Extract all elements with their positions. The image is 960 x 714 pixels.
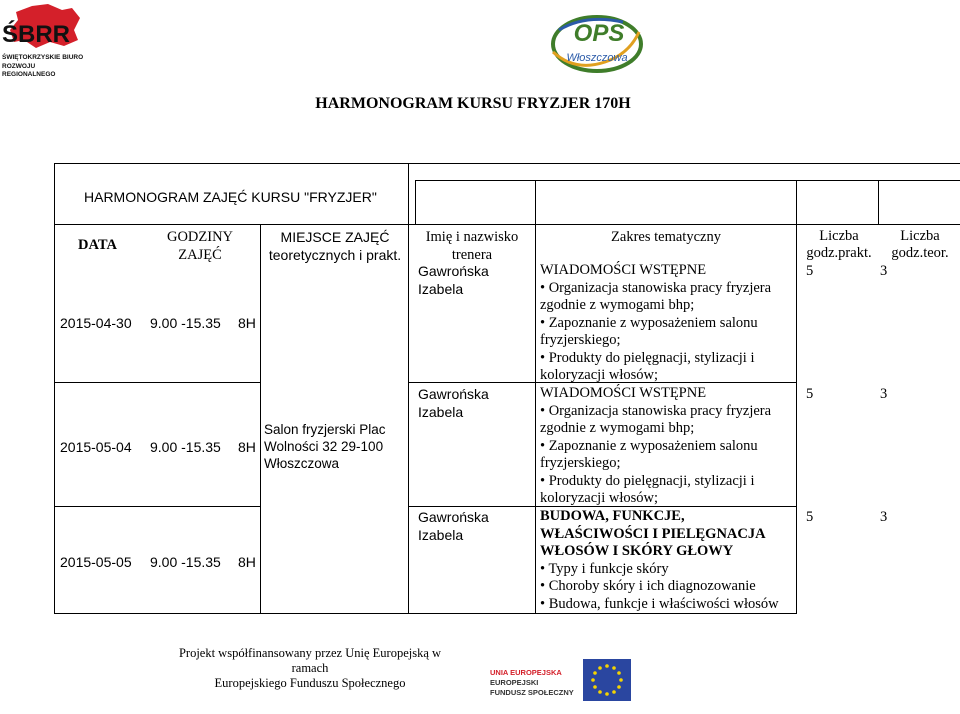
header-date: DATA [78, 237, 117, 253]
row-hours: 8H [238, 554, 256, 570]
topic-line: • Choroby skóry i ich diagnozowanie [540, 578, 756, 594]
trainer-line2: Izabela [418, 527, 464, 543]
sbrr-acronym: ŚBRR [2, 21, 71, 48]
row-date: 2015-05-04 [60, 439, 132, 455]
trainer-line1: Gawrońska [418, 386, 489, 402]
header-prakt-line2: godz.prakt. [806, 245, 872, 261]
topic-line: WIADOMOŚCI WSTĘPNE [540, 385, 707, 401]
eu-logo-text [490, 668, 582, 698]
sbrr-logo [2, 2, 88, 80]
header-prakt-line1: Liczba [819, 228, 859, 244]
topic-line: koloryzacji włosów; [540, 367, 658, 383]
trainer-line2: Izabela [418, 404, 464, 420]
topic-line: • Budowa, funkcje i właściwości włosów [540, 595, 779, 612]
place-line3: Włoszczowa [264, 456, 340, 471]
topic-line: • Produkty do pielęgnacji, stylizacji i [540, 349, 755, 366]
header-prakt [798, 228, 880, 262]
row-trainer [418, 508, 530, 544]
row-time: 9.00 -15.35 [150, 554, 221, 570]
row-teor: 3 [880, 263, 888, 279]
topic-line: zgodnie z wymogami bhp; [540, 420, 695, 436]
header-hours-line1: GODZINY [166, 229, 234, 245]
topic-line: WŁAŚCIWOŚCI I PIELĘGNACJA [540, 525, 766, 542]
sbrr-name-line1: ŚWIĘTOKRZYSKIE BIURO [2, 54, 84, 61]
topic-line: fryzjerskiego; [540, 455, 621, 471]
footer-line1: Projekt współfinansowany przez Unię Europejską w ramach [178, 646, 442, 675]
row-trainer [418, 385, 530, 421]
place-value [264, 421, 406, 472]
ops-logo [545, 12, 645, 76]
schedule-subtitle: HARMONOGRAM ZAJĘĆ KURSU "FRYZJER" [84, 189, 377, 205]
topic-line: • Zapoznanie z wyposażeniem salonu [540, 314, 758, 331]
eu-flag-icon [583, 659, 631, 701]
place-line2: Wolności 32 29-100 [264, 439, 384, 454]
header-place-line2: teoretycznych i prakt. [268, 247, 402, 263]
topic-line: • Organizacja stanowiska pracy fryzjera [540, 402, 772, 419]
row-topic [540, 385, 798, 508]
row-teor: 3 [880, 386, 888, 402]
topic-line: BUDOWA, FUNKCJE, [540, 508, 685, 524]
eu-logo-line3: FUNDUSZ SPOŁECZNY [490, 688, 574, 697]
place-line1-text: Salon fryzjerski Plac [264, 422, 386, 437]
topic-line: zgodnie z wymogami bhp; [540, 297, 695, 313]
topic-line: fryzjerskiego; [540, 332, 621, 348]
topic-line: koloryzacji włosów; [540, 490, 658, 506]
topic-line: • Produkty do pielęgnacji, stylizacji i [540, 472, 755, 489]
row-date: 2015-05-05 [60, 554, 132, 570]
row-hours: 8H [238, 439, 256, 455]
topic-line: • Typy i funkcje skóry [540, 560, 669, 577]
row-prakt: 5 [806, 263, 814, 279]
topic-line: • Zapoznanie z wyposażeniem salonu [540, 437, 758, 454]
sbrr-name-line2: ROZWOJU REGIONALNEGO [2, 63, 56, 78]
row-date: 2015-04-30 [60, 315, 132, 331]
header-trainer-line2: trenera [451, 247, 493, 263]
header-hours-line2: ZAJĘĆ [178, 247, 222, 263]
place-line1 [264, 421, 406, 438]
footer-text [160, 646, 460, 691]
header-teor [880, 228, 960, 262]
footer-line2: Europejskiego Funduszu Społecznego [214, 676, 406, 690]
header-teor-line1: Liczba [900, 228, 940, 244]
row-time: 9.00 -15.35 [150, 315, 221, 331]
trainer-line1: Gawrońska [418, 509, 489, 525]
eu-stars-icon [583, 659, 631, 701]
page-title: HARMONOGRAM KURSU FRYZJER 170H [315, 95, 631, 112]
row-trainer [418, 262, 530, 298]
eu-logo-line1: UNIA EUROPEJSKA [490, 668, 562, 677]
topic-line: WIADOMOŚCI WSTĘPNE [540, 262, 707, 278]
row-topic [540, 508, 798, 613]
trainer-line2: Izabela [418, 281, 464, 297]
row-prakt: 5 [806, 386, 814, 402]
row-prakt: 5 [806, 509, 814, 525]
header-hours [150, 228, 250, 264]
row-time: 9.00 -15.35 [150, 439, 221, 455]
row-teor: 3 [880, 509, 888, 525]
header-place-line1: MIEJSCE ZAJĘĆ [280, 229, 390, 245]
topic-line: • Organizacja stanowiska pracy fryzjera [540, 279, 772, 296]
row-hours: 8H [238, 315, 256, 331]
header-trainer [410, 228, 534, 264]
eu-logo-line2: EUROPEJSKI [490, 678, 539, 687]
ops-acronym: OPS [573, 20, 625, 47]
header-topic: Zakres tematyczny [611, 229, 721, 245]
trainer-line1: Gawrońska [418, 263, 489, 279]
ops-city: Włoszczowa [566, 52, 628, 64]
header-teor-line2: godz.teor. [891, 245, 949, 261]
header-place [264, 228, 406, 264]
header-trainer-line1: Imię i nazwisko [425, 229, 519, 245]
topic-line: WŁOSÓW I SKÓRY GŁOWY [540, 543, 734, 559]
row-topic [540, 262, 798, 385]
